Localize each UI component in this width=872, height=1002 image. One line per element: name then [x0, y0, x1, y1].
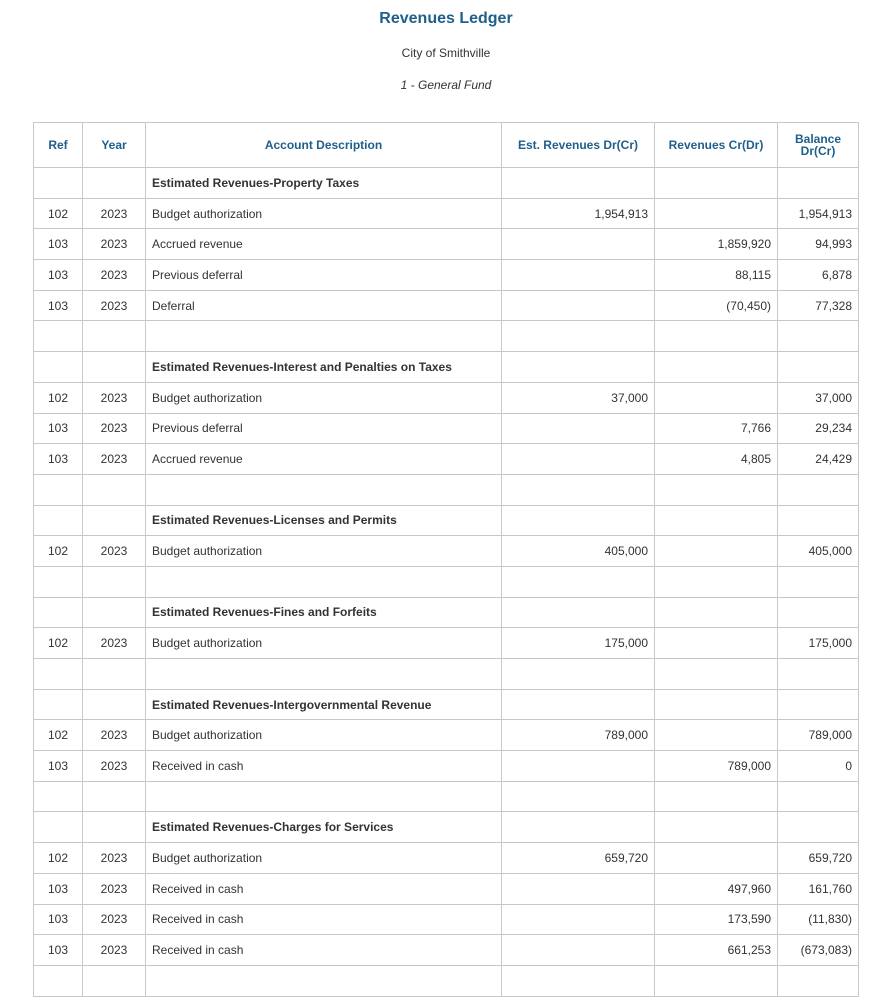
empty-cell [655, 505, 778, 536]
ref-cell: 103 [34, 873, 83, 904]
empty-cell [502, 659, 655, 690]
empty-cell [83, 352, 146, 383]
empty-cell [502, 352, 655, 383]
header-balance [778, 123, 859, 168]
description-cell: Received in cash [146, 935, 502, 966]
est-revenues-cell: 405,000 [502, 536, 655, 567]
empty-cell [502, 321, 655, 352]
section-title: Estimated Revenues-Charges for Services [146, 812, 502, 843]
section-header-row [34, 597, 859, 628]
header-revenues: Revenues Cr(Dr) [655, 123, 778, 168]
empty-cell [34, 168, 83, 199]
empty-cell [655, 812, 778, 843]
year-cell: 2023 [83, 260, 146, 291]
empty-cell [146, 781, 502, 812]
section-header-row [34, 812, 859, 843]
empty-cell [146, 321, 502, 352]
balance-cell: 24,429 [778, 444, 859, 475]
revenues-cell [655, 536, 778, 567]
est-revenues-cell: 789,000 [502, 720, 655, 751]
empty-cell [34, 352, 83, 383]
est-revenues-cell [502, 413, 655, 444]
description-cell: Previous deferral [146, 413, 502, 444]
empty-cell [502, 474, 655, 505]
table-row [34, 751, 859, 782]
balance-cell: 789,000 [778, 720, 859, 751]
balance-cell: 405,000 [778, 536, 859, 567]
description-cell: Received in cash [146, 904, 502, 935]
ref-cell: 102 [34, 198, 83, 229]
empty-cell [502, 168, 655, 199]
balance-cell: 77,328 [778, 290, 859, 321]
empty-cell [778, 505, 859, 536]
empty-cell [655, 321, 778, 352]
table-row [34, 382, 859, 413]
section-header-row [34, 352, 859, 383]
empty-cell [83, 505, 146, 536]
est-revenues-cell [502, 444, 655, 475]
empty-cell [778, 689, 859, 720]
section-title: Estimated Revenues-Intergovernmental Revenue [146, 689, 502, 720]
balance-cell: 94,993 [778, 229, 859, 260]
empty-cell [34, 812, 83, 843]
est-revenues-cell [502, 751, 655, 782]
est-revenues-cell [502, 260, 655, 291]
header-year: Year [83, 123, 146, 168]
ledger-body [34, 168, 859, 997]
description-cell: Deferral [146, 290, 502, 321]
year-cell: 2023 [83, 720, 146, 751]
empty-cell [83, 689, 146, 720]
section-header-row [34, 168, 859, 199]
empty-cell [34, 505, 83, 536]
ref-cell: 103 [34, 751, 83, 782]
balance-cell: (11,830) [778, 904, 859, 935]
balance-cell: 175,000 [778, 628, 859, 659]
empty-cell [502, 505, 655, 536]
empty-cell [34, 321, 83, 352]
balance-cell: 29,234 [778, 413, 859, 444]
ref-cell: 102 [34, 382, 83, 413]
description-cell: Budget authorization [146, 536, 502, 567]
empty-cell [146, 566, 502, 597]
header-est-revenues: Est. Revenues Dr(Cr) [502, 123, 655, 168]
empty-cell [502, 812, 655, 843]
empty-cell [502, 781, 655, 812]
year-cell: 2023 [83, 751, 146, 782]
empty-cell [34, 474, 83, 505]
balance-cell: 659,720 [778, 843, 859, 874]
empty-cell [34, 597, 83, 628]
ref-cell: 103 [34, 290, 83, 321]
empty-cell [83, 965, 146, 996]
year-cell: 2023 [83, 536, 146, 567]
empty-cell [655, 474, 778, 505]
empty-cell [655, 965, 778, 996]
ref-cell: 102 [34, 536, 83, 567]
table-row [34, 843, 859, 874]
empty-cell [83, 566, 146, 597]
ref-cell: 103 [34, 260, 83, 291]
revenues-cell [655, 843, 778, 874]
spacer-row [34, 566, 859, 597]
empty-cell [655, 168, 778, 199]
table-row [34, 198, 859, 229]
empty-cell [502, 566, 655, 597]
empty-cell [778, 812, 859, 843]
est-revenues-cell [502, 935, 655, 966]
empty-cell [655, 659, 778, 690]
empty-cell [655, 597, 778, 628]
empty-cell [34, 659, 83, 690]
header-account-description: Account Description [146, 123, 502, 168]
empty-cell [655, 352, 778, 383]
table-row [34, 290, 859, 321]
balance-cell: 1,954,913 [778, 198, 859, 229]
empty-cell [655, 689, 778, 720]
revenues-cell: 497,960 [655, 873, 778, 904]
description-cell: Accrued revenue [146, 229, 502, 260]
table-row [34, 229, 859, 260]
empty-cell [34, 965, 83, 996]
ref-cell: 102 [34, 843, 83, 874]
empty-cell [655, 781, 778, 812]
description-cell: Budget authorization [146, 843, 502, 874]
ref-cell: 102 [34, 720, 83, 751]
year-cell: 2023 [83, 229, 146, 260]
revenues-cell: 1,859,920 [655, 229, 778, 260]
revenues-ledger-table [33, 122, 859, 997]
est-revenues-cell [502, 229, 655, 260]
spacer-row [34, 321, 859, 352]
empty-cell [778, 474, 859, 505]
year-cell: 2023 [83, 413, 146, 444]
revenues-cell [655, 720, 778, 751]
table-row [34, 536, 859, 567]
section-title: Estimated Revenues-Property Taxes [146, 168, 502, 199]
revenues-cell: 7,766 [655, 413, 778, 444]
ref-cell: 102 [34, 628, 83, 659]
description-cell: Received in cash [146, 751, 502, 782]
empty-cell [778, 566, 859, 597]
empty-cell [83, 597, 146, 628]
ref-cell: 103 [34, 413, 83, 444]
description-cell: Budget authorization [146, 198, 502, 229]
empty-cell [778, 352, 859, 383]
header-balance-line2: Dr(Cr) [800, 144, 836, 158]
revenues-cell: 661,253 [655, 935, 778, 966]
year-cell: 2023 [83, 873, 146, 904]
table-row [34, 260, 859, 291]
description-cell: Budget authorization [146, 628, 502, 659]
section-header-row [34, 505, 859, 536]
spacer-row [34, 474, 859, 505]
spacer-row [34, 781, 859, 812]
header-balance-line1: Balance [794, 132, 842, 146]
est-revenues-cell [502, 904, 655, 935]
balance-cell: 6,878 [778, 260, 859, 291]
est-revenues-cell: 175,000 [502, 628, 655, 659]
section-title: Estimated Revenues-Fines and Forfeits [146, 597, 502, 628]
ref-cell: 103 [34, 229, 83, 260]
balance-cell: 0 [778, 751, 859, 782]
table-row [34, 904, 859, 935]
revenues-cell [655, 198, 778, 229]
empty-cell [34, 566, 83, 597]
empty-cell [83, 321, 146, 352]
empty-cell [778, 321, 859, 352]
description-cell: Accrued revenue [146, 444, 502, 475]
empty-cell [655, 566, 778, 597]
section-title: Estimated Revenues-Licenses and Permits [146, 505, 502, 536]
empty-cell [502, 597, 655, 628]
table-row [34, 444, 859, 475]
balance-cell: 37,000 [778, 382, 859, 413]
table-row [34, 720, 859, 751]
description-cell: Budget authorization [146, 382, 502, 413]
year-cell: 2023 [83, 628, 146, 659]
table-row [34, 935, 859, 966]
year-cell: 2023 [83, 843, 146, 874]
ref-cell: 103 [34, 904, 83, 935]
description-cell: Budget authorization [146, 720, 502, 751]
year-cell: 2023 [83, 198, 146, 229]
est-revenues-cell [502, 873, 655, 904]
empty-cell [778, 781, 859, 812]
empty-cell [146, 474, 502, 505]
empty-cell [778, 168, 859, 199]
table-header-row [34, 123, 859, 168]
revenues-cell [655, 628, 778, 659]
est-revenues-cell: 37,000 [502, 382, 655, 413]
empty-cell [83, 812, 146, 843]
header-ref: Ref [34, 123, 83, 168]
description-cell: Previous deferral [146, 260, 502, 291]
revenues-cell [655, 382, 778, 413]
empty-cell [146, 965, 502, 996]
description-cell: Received in cash [146, 873, 502, 904]
revenues-cell: 4,805 [655, 444, 778, 475]
empty-cell [502, 689, 655, 720]
year-cell: 2023 [83, 444, 146, 475]
section-title: Estimated Revenues-Interest and Penalties on Taxes [146, 352, 502, 383]
empty-cell [778, 659, 859, 690]
table-row [34, 628, 859, 659]
empty-cell [778, 597, 859, 628]
balance-cell: 161,760 [778, 873, 859, 904]
year-cell: 2023 [83, 290, 146, 321]
spacer-row [34, 659, 859, 690]
balance-cell: (673,083) [778, 935, 859, 966]
empty-cell [83, 168, 146, 199]
revenues-cell: 789,000 [655, 751, 778, 782]
empty-cell [146, 659, 502, 690]
empty-cell [778, 965, 859, 996]
empty-cell [502, 965, 655, 996]
est-revenues-cell [502, 290, 655, 321]
section-header-row [34, 689, 859, 720]
year-cell: 2023 [83, 382, 146, 413]
ref-cell: 103 [34, 935, 83, 966]
revenues-cell: 173,590 [655, 904, 778, 935]
est-revenues-cell: 1,954,913 [502, 198, 655, 229]
revenues-cell: (70,450) [655, 290, 778, 321]
spacer-row [34, 965, 859, 996]
revenues-cell: 88,115 [655, 260, 778, 291]
empty-cell [83, 781, 146, 812]
est-revenues-cell: 659,720 [502, 843, 655, 874]
year-cell: 2023 [83, 904, 146, 935]
empty-cell [83, 659, 146, 690]
empty-cell [34, 781, 83, 812]
ref-cell: 103 [34, 444, 83, 475]
table-row [34, 413, 859, 444]
empty-cell [83, 474, 146, 505]
report-title: Revenues Ledger [379, 10, 513, 27]
empty-cell [34, 689, 83, 720]
year-cell: 2023 [83, 935, 146, 966]
table-row [34, 873, 859, 904]
entity-name: City of Smithville [401, 46, 491, 60]
fund-name: 1 - General Fund [400, 78, 492, 92]
